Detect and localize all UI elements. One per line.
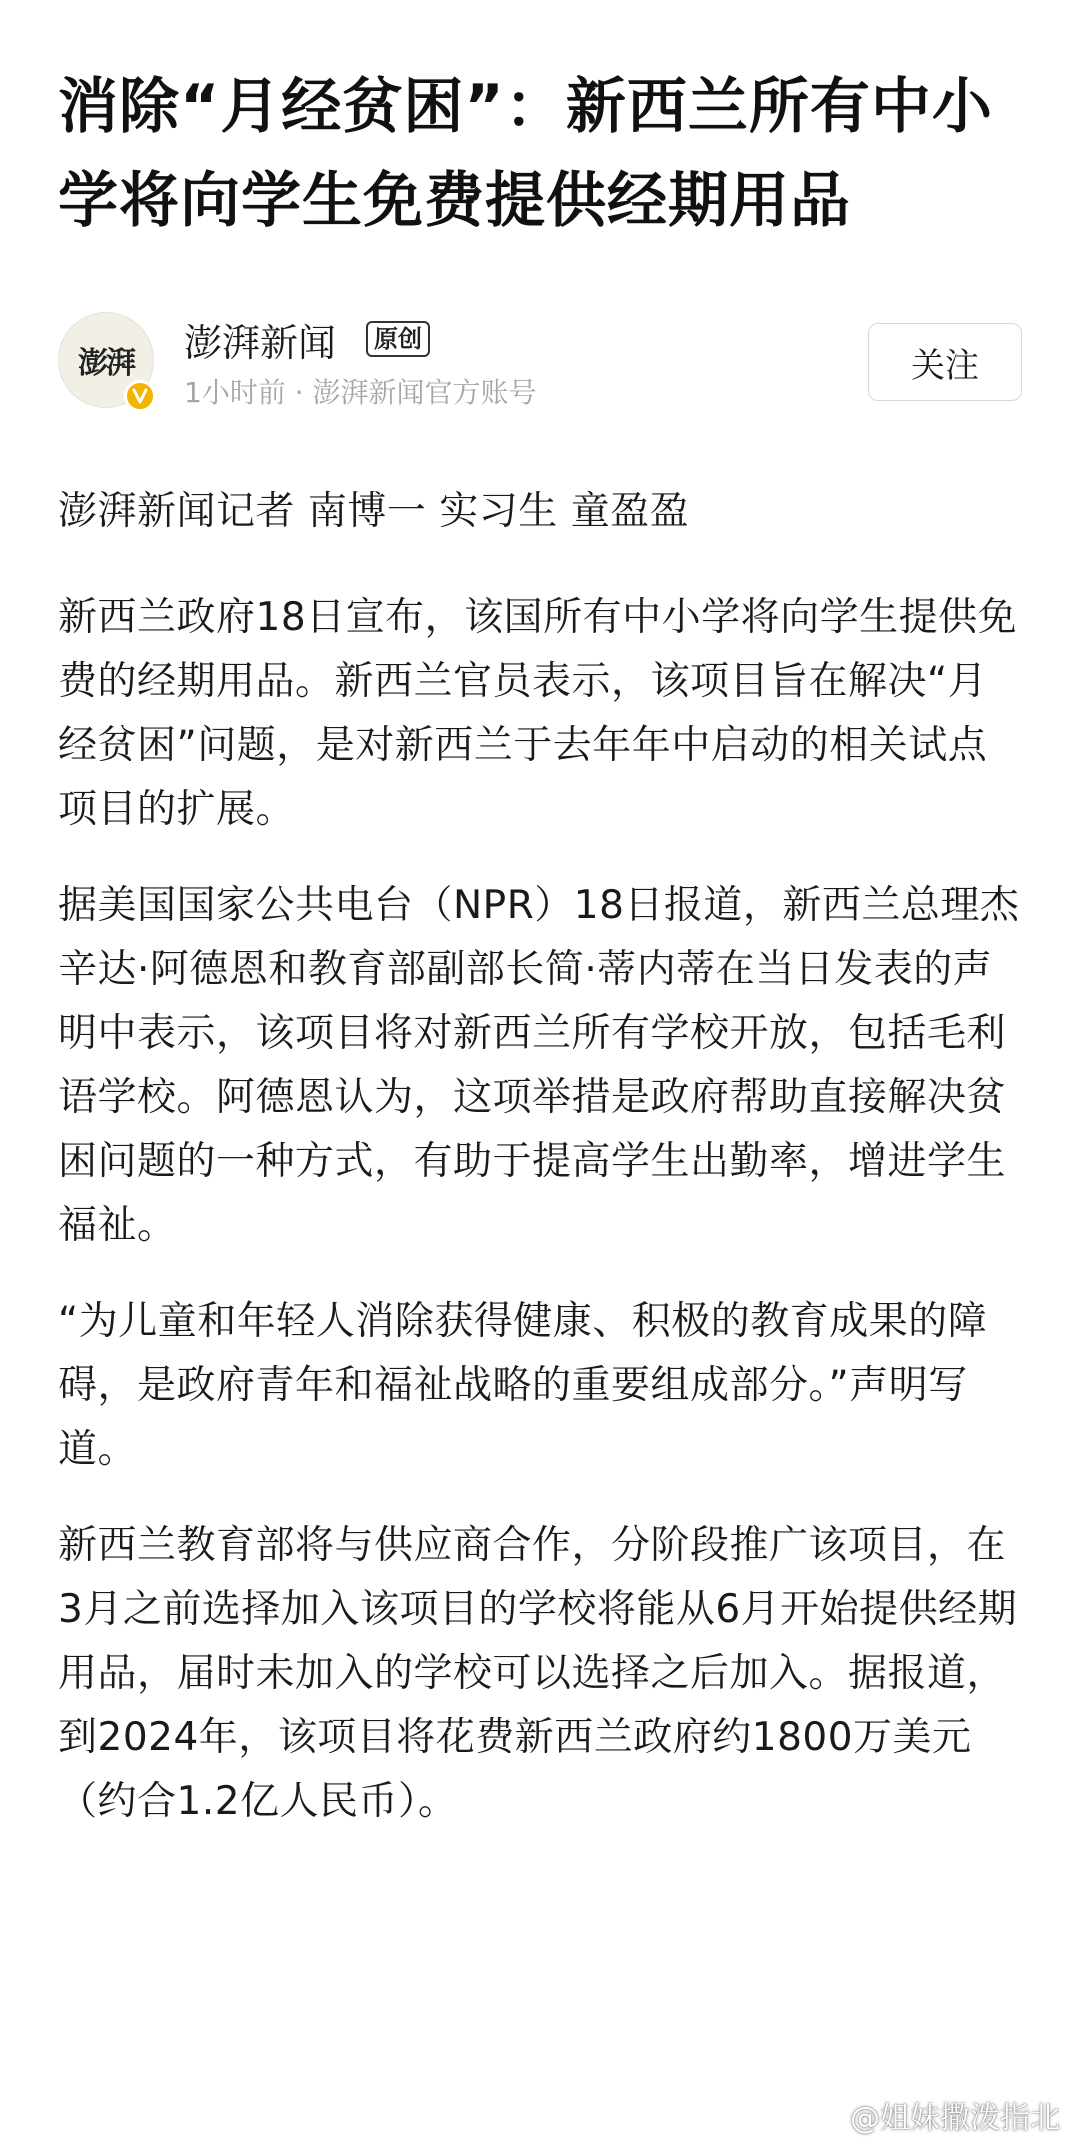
watermark	[810, 2093, 1060, 2137]
avatar-logo-text: 澎湃	[78, 346, 134, 381]
article-body	[58, 480, 1022, 1834]
author-top	[184, 313, 868, 365]
original-badge: 原创	[366, 321, 430, 357]
paragraph-2: 据美国国家公共电台（NPR）18日报道，新西兰总理杰辛达·阿德恩和教育部副部长简·蒂内蒂在当日发表的声明中表示，该项目将对新西兰所有学校开放，包括毛利语学校。阿德恩认为，这项举措是政府帮助直接解决贫困问题的一种方式，有助于提高学生出勤率，增进学生福祉。	[58, 883, 1020, 1248]
paragraph-1: 新西兰政府18日宣布，该国所有中小学将向学生提供免费的经期用品。新西兰官员表示，该项目旨在解决“月经贫困”问题，是对新西兰于去年年中启动的相关试点项目的扩展。	[58, 595, 1018, 832]
paragraph-3: “为儿童和年轻人消除获得健康、积极的教育成果的障碍，是政府青年和福祉战略的重要组成部分。”声明写道。	[58, 1299, 988, 1472]
watermark-text: @姐妹撒泼指北	[850, 2101, 1060, 2136]
verified-icon	[124, 380, 156, 412]
weibo-icon	[810, 2100, 844, 2130]
author-avatar[interactable]	[58, 312, 158, 412]
paragraph-4: 新西兰教育部将与供应商合作，分阶段推广该项目，在3月之前选择加入该项目的学校将能从6月开始提供经期用品，届时未加入的学校可以选择之后加入。据报道，到2024年，该项目将花费新西兰政府约1800万美元（约合1.2亿人民币）。	[58, 1523, 1018, 1824]
follow-button[interactable]: 关注	[868, 323, 1022, 401]
author-meta: 1小时前 · 澎湃新闻官方账号	[184, 376, 537, 409]
author-info	[184, 313, 868, 411]
article-title: 消除“月经贫困”：新西兰所有中小学将向学生免费提供经期用品	[58, 72, 993, 236]
author-name[interactable]: 澎湃新闻	[184, 320, 337, 365]
author-row	[58, 306, 1022, 418]
byline: 澎湃新闻记者 南博一 实习生 童盈盈	[58, 489, 690, 534]
